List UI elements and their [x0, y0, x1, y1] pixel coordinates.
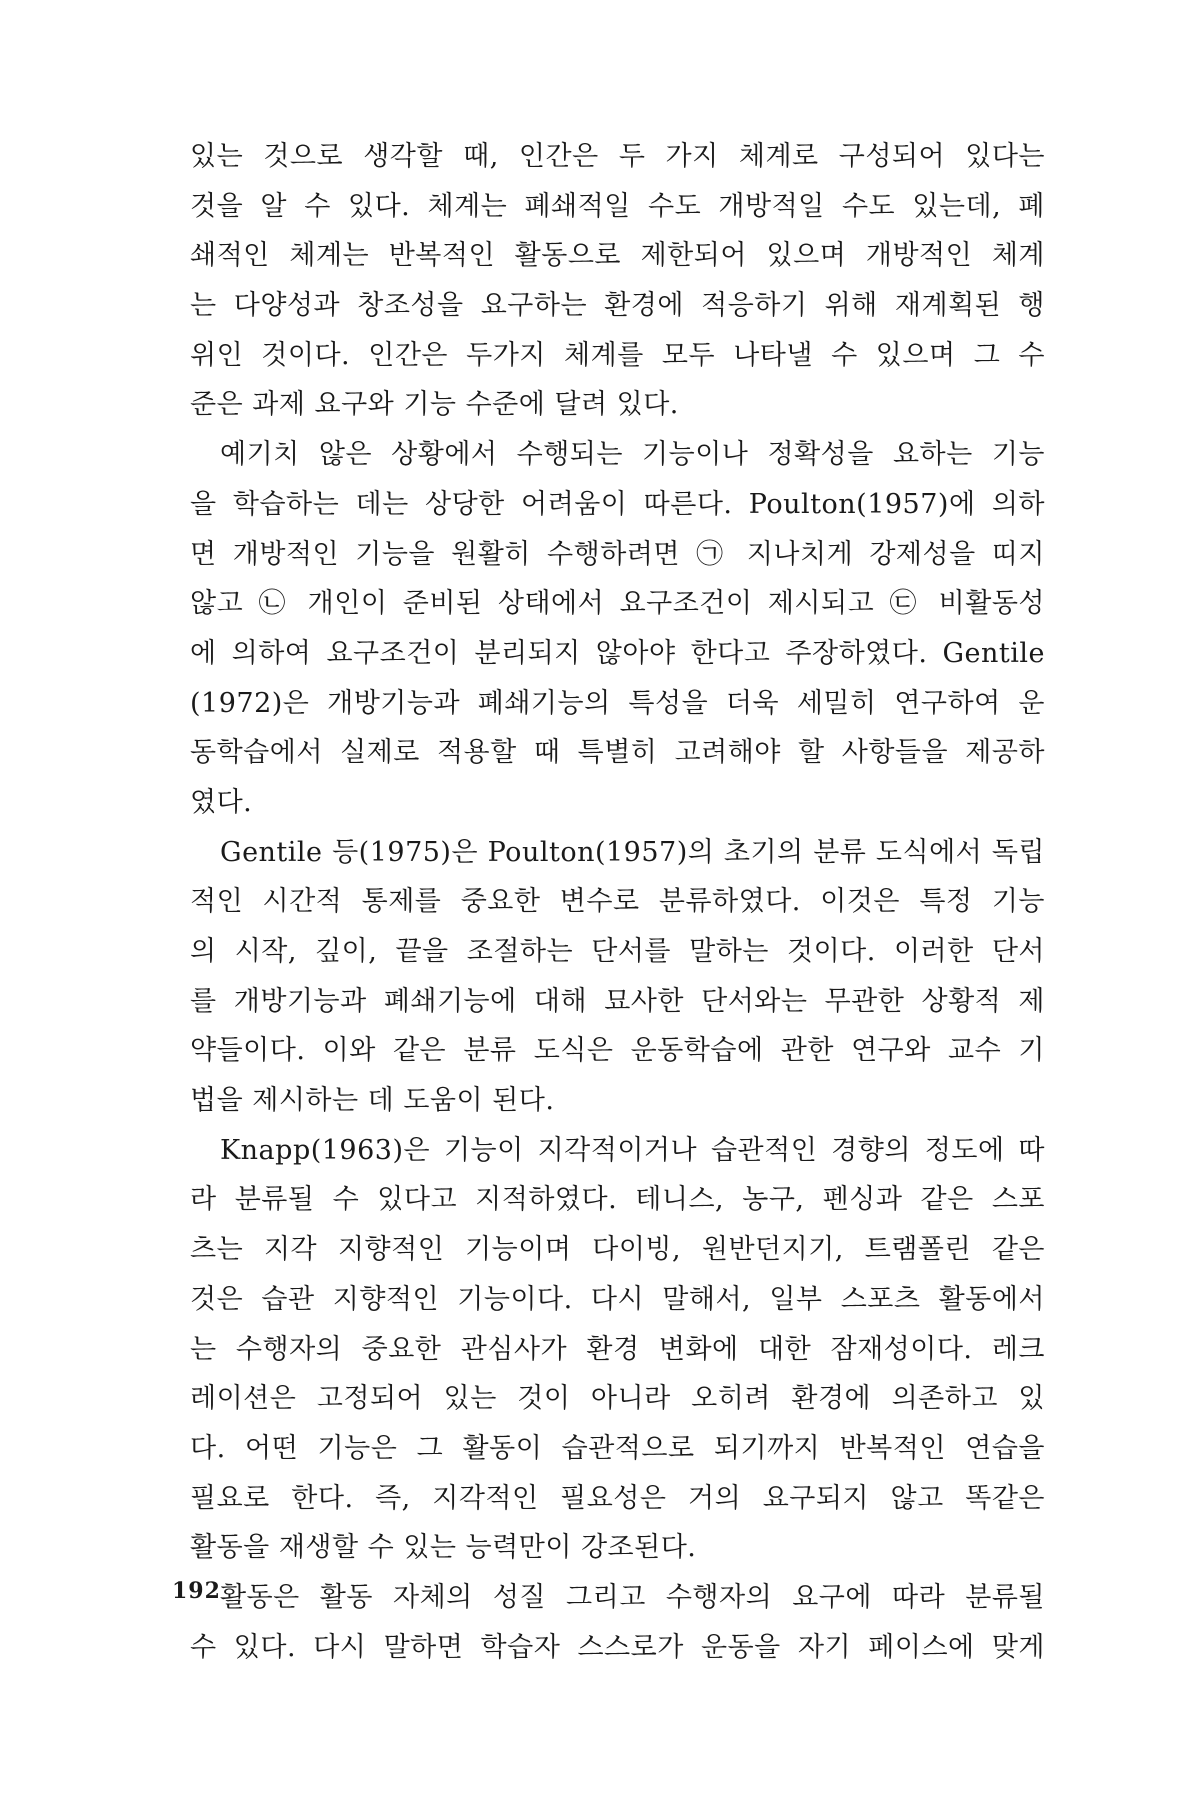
- text-line: 필요로 한다. 즉, 지각적인 필요성은 거의 요구되지 않고 똑같은: [190, 1482, 1045, 1514]
- text-line: 수 있다. 다시 말하면 학습자 스스로가 운동을 자기 페이스에 맞게: [190, 1631, 1045, 1663]
- paragraph-start-line: Gentile 등(1975)은 Poulton(1957)의 초기의 분류 도식에서 독립: [220, 836, 1045, 868]
- text-line: 을 학습하는 데는 상당한 어려움이 따른다. Poulton(1957)에 의하: [190, 488, 1045, 520]
- paragraph-start-line: Knapp(1963)은 기능이 지각적이거나 습관적인 경향의 정도에 따: [220, 1134, 1045, 1166]
- text-line: 면 개방적인 기능을 원활히 수행하려면 ㉠ 지나치게 강제성을 띠지: [190, 538, 1045, 570]
- text-line: 쇄적인 체계는 반복적인 활동으로 제한되어 있으며 개방적인 체계: [190, 240, 1045, 272]
- text-line: 레이션은 고정되어 있는 것이 아니라 오히려 환경에 의존하고 있: [190, 1383, 1045, 1415]
- text-line: 활동을 재생할 수 있는 능력만이 강조된다.: [190, 1532, 697, 1564]
- text-line: 의 시작, 깊이, 끝을 조절하는 단서를 말하는 것이다. 이러한 단서: [190, 936, 1045, 967]
- text-line: 준은 과제 요구와 기능 수준에 달려 있다.: [190, 389, 679, 421]
- text-line: 였다.: [190, 786, 253, 818]
- text-line: 에 의하여 요구조건이 분리되지 않아야 한다고 주장하였다. Gentile: [190, 637, 1045, 669]
- text-line: 않고 ㉡ 개인이 준비된 상태에서 요구조건이 제시되고 ㉢ 비활동성: [190, 588, 1045, 620]
- text-line: 것은 습관 지향적인 기능이다. 다시 말해서, 일부 스포츠 활동에서: [190, 1283, 1045, 1315]
- text-line: 약들이다. 이와 같은 분류 도식은 운동학습에 관한 연구와 교수 기: [190, 1035, 1045, 1067]
- text-line: 츠는 지각 지향적인 기능이며 다이빙, 원반던지기, 트램폴린 같은: [190, 1234, 1045, 1266]
- page-number: 192: [172, 1578, 221, 1604]
- text-line: 다. 어떤 기능은 그 활동이 습관적으로 되기까지 반복적인 연습을: [190, 1432, 1045, 1464]
- text-line: 를 개방기능과 폐쇄기능에 대해 묘사한 단서와는 무관한 상황적 제: [190, 985, 1045, 1017]
- text-line: 있는 것으로 생각할 때, 인간은 두 가지 체계로 구성되어 있다는: [190, 141, 1045, 172]
- text-line: 적인 시간적 통제를 중요한 변수로 분류하였다. 이것은 특정 기능: [190, 886, 1045, 918]
- text-line: 라 분류될 수 있다고 지적하였다. 테니스, 농구, 펜싱과 같은 스포: [190, 1184, 1045, 1216]
- paragraph-start-line: 활동은 활동 자체의 성질 그리고 수행자의 요구에 따라 분류될: [220, 1581, 1045, 1613]
- body-text: [190, 132, 1045, 1672]
- text-line: 동학습에서 실제로 적용할 때 특별히 고려해야 할 사항들을 제공하: [190, 737, 1045, 769]
- paragraph-start-line: 예기치 않은 상황에서 수행되는 기능이나 정확성을 요하는 기능: [220, 439, 1045, 471]
- text-line: 는 다양성과 창조성을 요구하는 환경에 적응하기 위해 재계획된 행: [190, 290, 1045, 322]
- text-line: 는 수행자의 중요한 관심사가 환경 변화에 대한 잠재성이다. 레크: [190, 1333, 1045, 1365]
- text-line: 것을 알 수 있다. 체계는 폐쇄적일 수도 개방적일 수도 있는데, 폐: [190, 190, 1045, 222]
- text-line: 법을 제시하는 데 도움이 된다.: [190, 1085, 555, 1117]
- text-line: (1972)은 개방기능과 폐쇄기능의 특성을 더욱 세밀히 연구하여 운: [190, 687, 1045, 719]
- text-line: 위인 것이다. 인간은 두가지 체계를 모두 나타낼 수 있으며 그 수: [190, 339, 1045, 371]
